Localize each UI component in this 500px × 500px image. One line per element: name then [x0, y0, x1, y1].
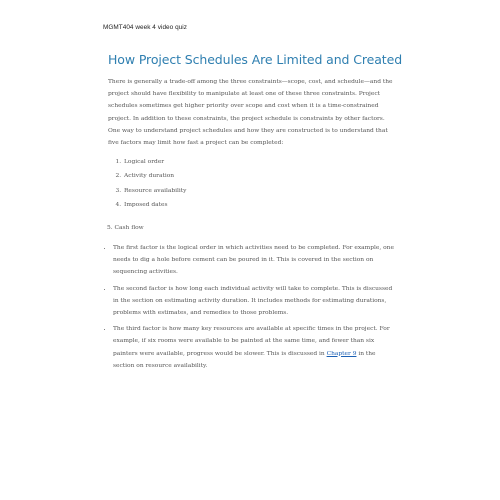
intro-paragraph: There is generally a trade-off among the three constraints—scope, cost, and schedule—and the project should have flexibility to manipulate at least one of these three constraints. Project schedules sometimes get higher priority over scope and cost when it is a time-constrained project. In addition to these constraints, the project schedule is constraints by other factors. One way to understand project schedules and how they are constructed is to understand that five factors may limit how fast a project can be completed: — [108, 79, 393, 147]
bullet-text: in the section on resource availability. — [113, 350, 376, 369]
list-item: 4. Imposed dates — [123, 198, 398, 212]
bullet-item — [113, 323, 398, 372]
list-item: 1. Logical order — [123, 155, 398, 169]
cash-flow-item: 5. Cash flow — [107, 225, 144, 232]
bullet-text: The third factor is how many key resources are available at specific times in the project. For example, if six rooms were available to be painted at the same time, and fewer than six painters were available, progress would be slower. This is discussed in — [113, 326, 390, 357]
factors-list — [108, 155, 398, 212]
document-header: MGMT404 week 4 video quiz — [103, 24, 188, 31]
list-item: 2. Activity duration — [123, 169, 398, 183]
article-content — [107, 52, 403, 376]
chapter-9-link[interactable]: Chapter 9 — [326, 350, 357, 357]
page-title: How Project Schedules Are Limited and Created — [108, 52, 403, 67]
bullet-item: • The second factor is how long each individual activity will take to complete. This is discussed in the section on estimating activity duration. It includes methods for estimating durations, problems with estimates, and remedies to those problems. — [113, 283, 398, 320]
bullet-item: • The first factor is the logical order in which activities need to be completed. For example, one needs to dig a hole before cement can be poured in it. This is covered in the section on sequencing activities. — [113, 242, 398, 279]
list-item: 3. Resource availability — [123, 184, 398, 198]
factor-explanations-list — [108, 242, 398, 372]
